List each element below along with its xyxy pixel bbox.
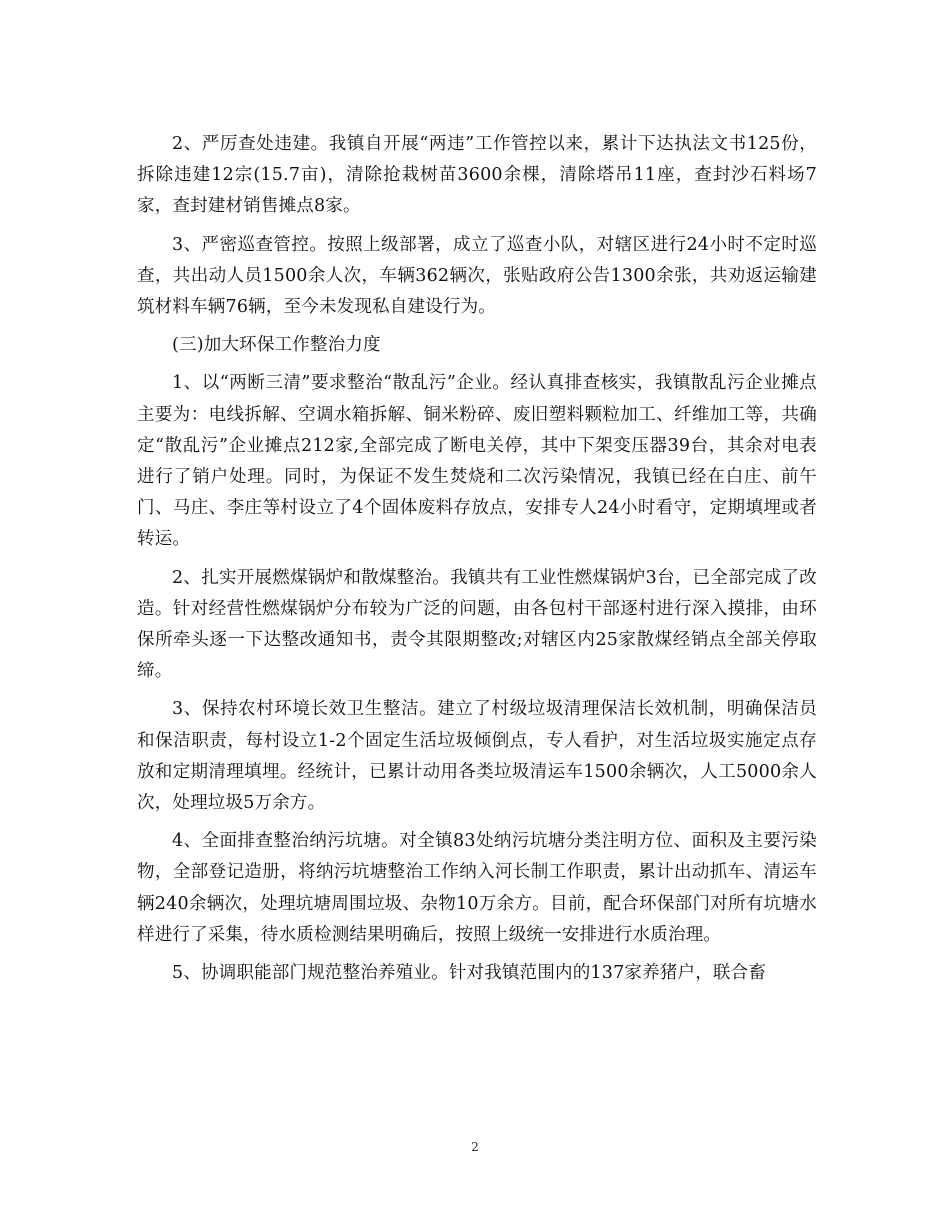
paragraph-coal-boilers: 2、扎实开展燃煤锅炉和散煤整治。我镇共有工业性燃煤锅炉3台，已全部完成了改造。针对经营性燃煤锅炉分布较为广泛的问题，由各包村干部逐村进行深入摸排，由环保所牵头逐一下达整改通知书，责令其限期整改;对辖区内25家散煤经销点全部关停取缔。 (137, 567, 817, 682)
section-heading-environment: (三)加大环保工作整治力度 (172, 335, 381, 356)
paragraph-demolition: 2、严厉查处违建。我镇自开展“两违”工作管控以来，累计下达执法文书125份，拆除违建12宗(15.7亩)，清除抢栽树苗3600余棵，清除塔吊11座，查封沙石料场7家，查封建材销售摊点8家。 (137, 134, 817, 217)
paragraph-sewage-ponds: 4、全面排查整治纳污坑塘。对全镇83处纳污坑塘分类注明方位、面积及主要污染物，全部登记造册，将纳污坑塘整治工作纳入河长制工作职责，累计出动抓车、清运车辆240余辆次，处理坑塘周围垃圾、杂物10万余方。目前，配合环保部门对所有坑塘水样进行了采集，待水质检测结果明确后，按照上级统一安排进行水质治理。 (137, 831, 817, 945)
page-number: 2 (471, 1140, 479, 1154)
paragraph-rural-sanitation: 3、保持农村环境长效卫生整洁。建立了村级垃圾清理保洁长效机制，明确保洁员和保洁职责，每村设立1-2个固定生活垃圾倾倒点，专人看护，对生活垃圾实施定点存放和定期清理填埋。经统计，已累计动用各类垃圾清运车1500余辆次，人工5000余人次，处理垃圾5万余方。 (137, 699, 817, 814)
paragraph-patrol: 3、严密巡查管控。按照上级部署，成立了巡查小队，对辖区进行24小时不定时巡查，共出动人员1500余人次，车辆362辆次，张贴政府公告1300余张，共劝返运输建筑材料车辆76辆，至今未发现私自建设行为。 (137, 234, 817, 318)
paragraph-scattered-enterprises: 1、以“两断三清”要求整治“散乱污”企业。经认真排查核实，我镇散乱污企业摊点主要为：电线拆解、空调水箱拆解、铜米粉碎、废旧塑料颗粒加工、纤维加工等，共确定“散乱污”企业摊点212家,全部完成了断电关停，其中下架变压器39台，其余对电表进行了销户处理。同时，为保证不发生焚烧和二次污染情况，我镇已经在白庄、前午门、马庄、李庄等村设立了4个固体废料存放点，安排专人24小时看守，定期填埋或者转运。 (137, 373, 817, 550)
body-text (137, 129, 817, 989)
paragraph-livestock: 5、协调职能部门规范整治养殖业。针对我镇范围内的137家养猪户，联合畜 (172, 963, 767, 984)
